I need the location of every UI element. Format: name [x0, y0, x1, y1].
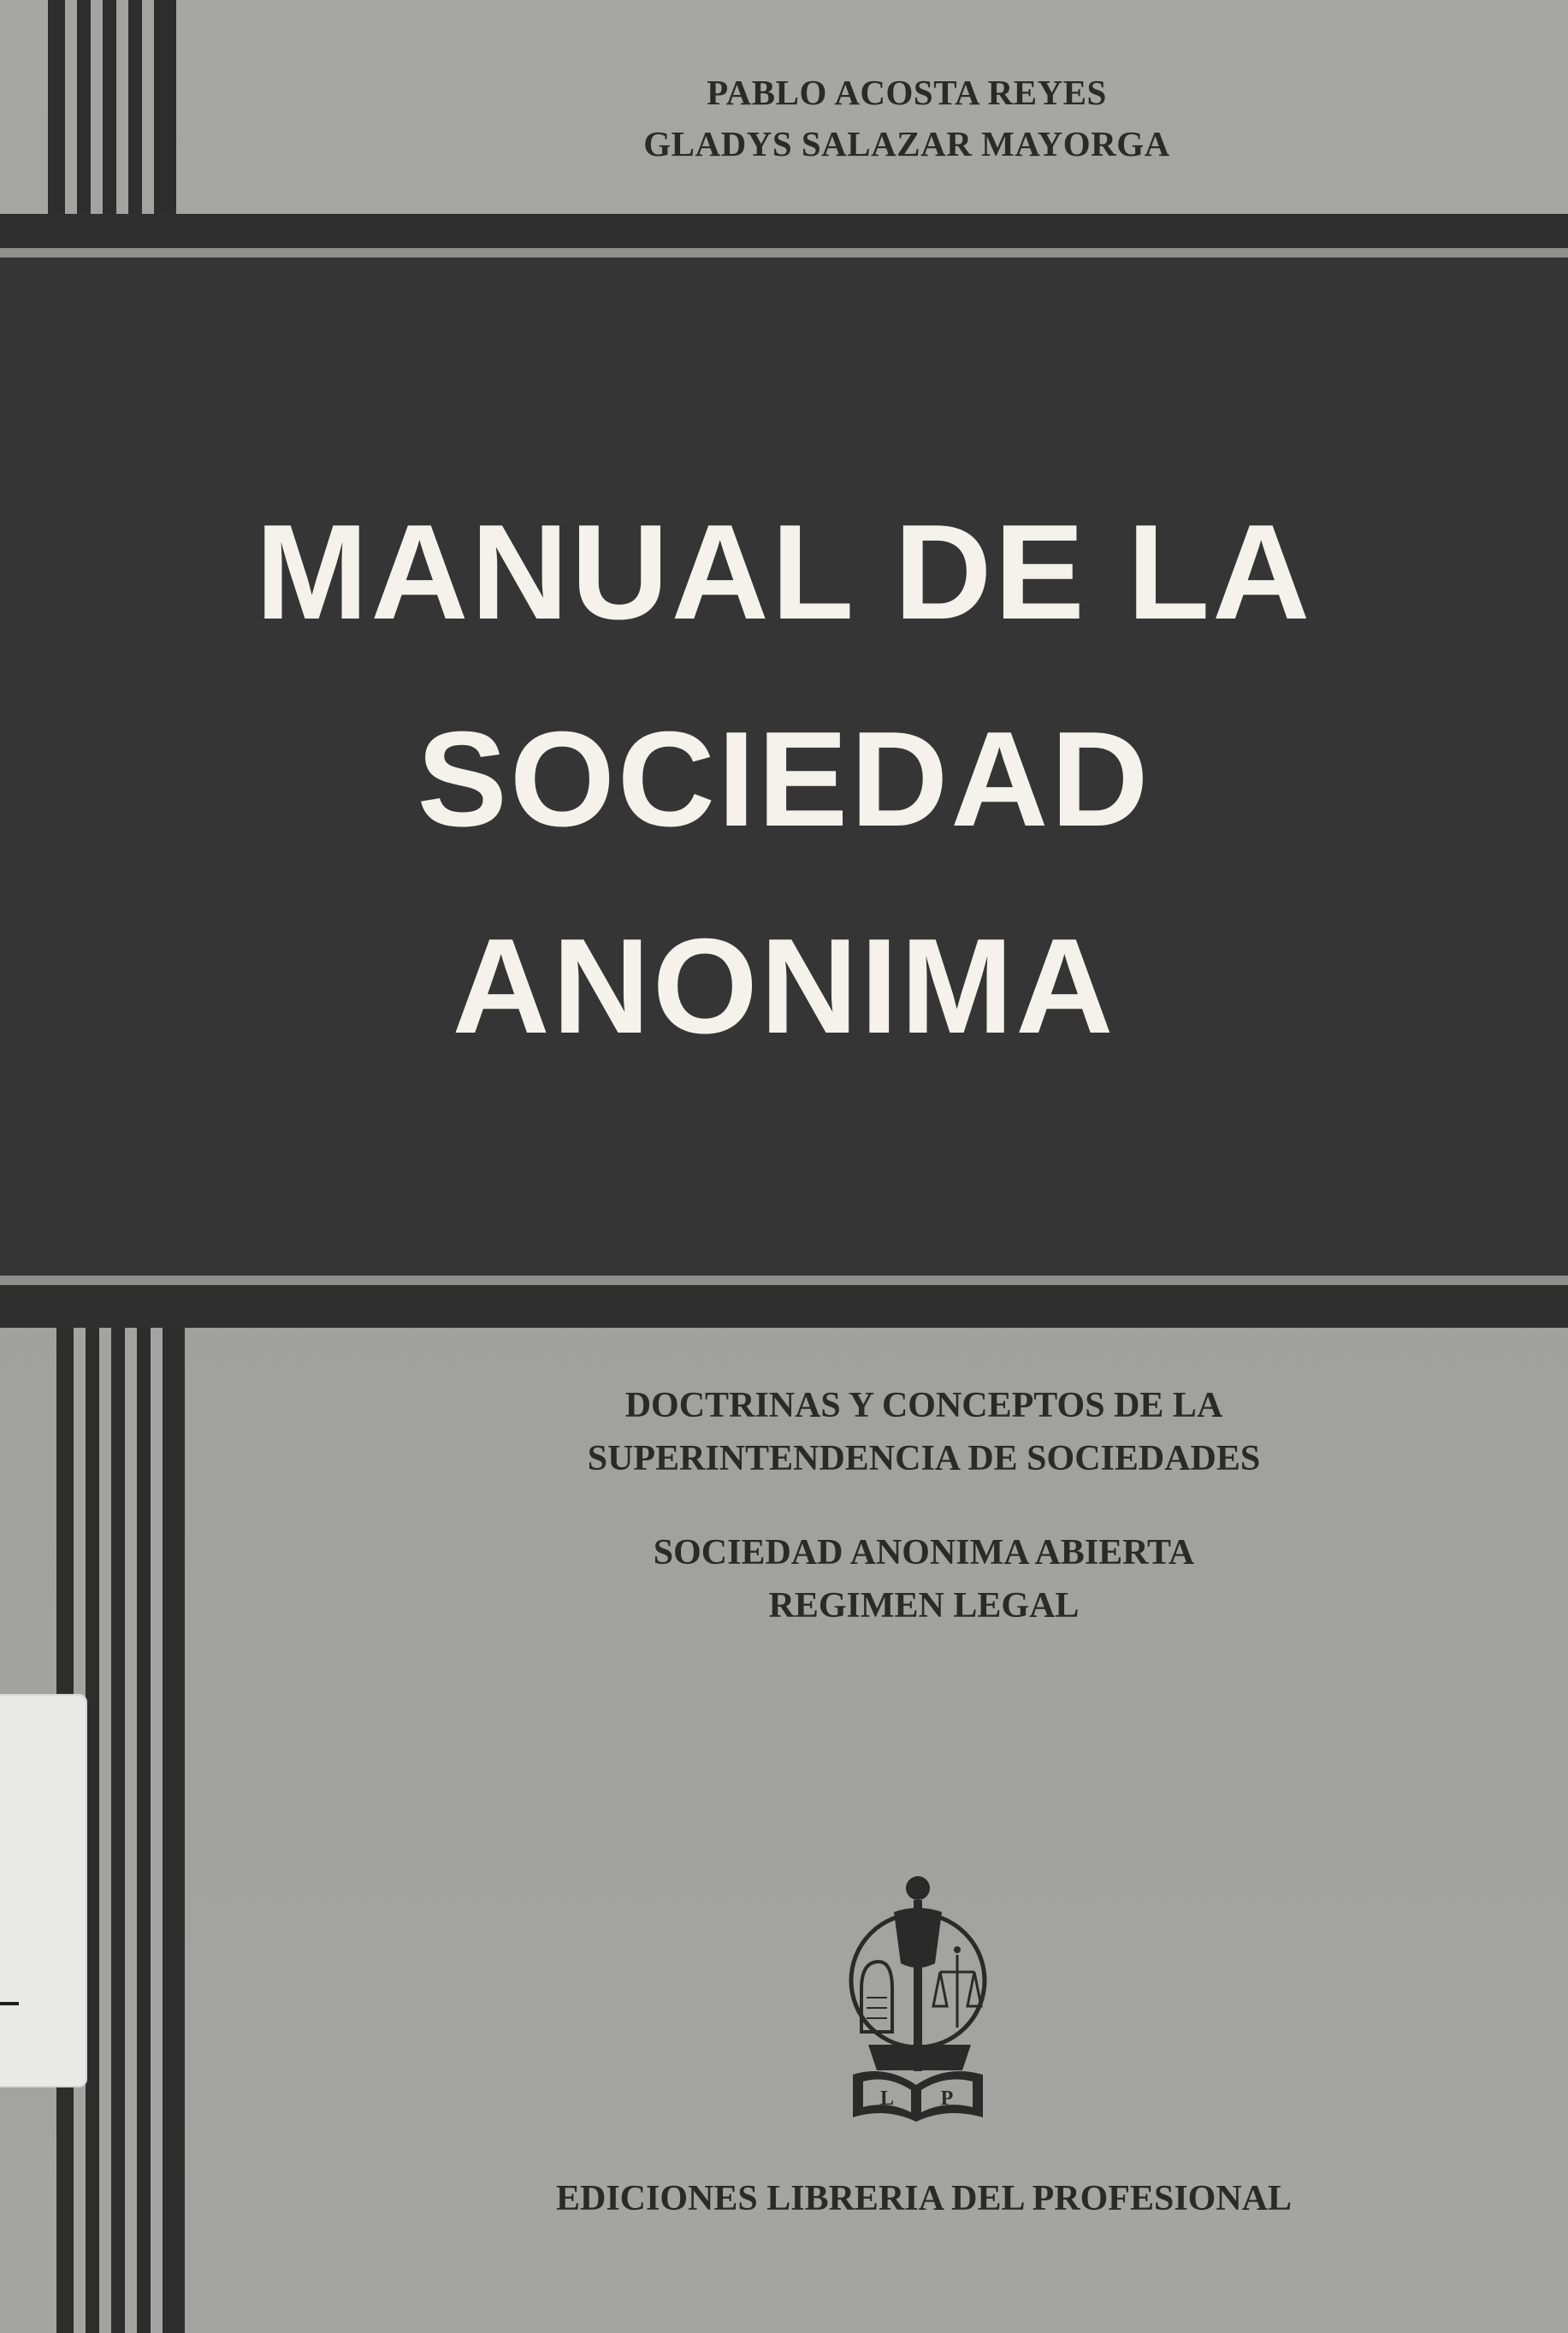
subtitle-line: DOCTRINAS Y CONCEPTOS DE LA	[624, 1386, 1223, 1425]
book-title	[0, 469, 1568, 1090]
publisher-name: EDICIONES LIBRERIA DEL PROFESIONAL	[555, 2179, 1293, 2218]
author-name: PABLO ACOSTA REYES	[707, 73, 1107, 112]
logo-letter: L	[879, 2087, 895, 2110]
subtitle-line: SUPERINTENDENCIA DE SOCIEDADES	[587, 1439, 1261, 1478]
subtitle-block	[479, 1379, 1369, 1673]
library-sticker	[0, 1694, 87, 2087]
sticker-mark	[0, 2002, 19, 2005]
logo-letter: P	[940, 2087, 954, 2110]
publisher-emblem-icon	[834, 1861, 997, 2126]
decorative-stripes-top	[48, 0, 176, 214]
subtitle-group	[479, 1526, 1369, 1632]
title-line: MANUAL DE LA	[255, 497, 1313, 648]
author-list	[530, 67, 1283, 169]
band-top-rule	[0, 248, 1568, 258]
subtitle-line: SOCIEDAD ANONIMA ABIERTA	[653, 1533, 1195, 1572]
title-line: SOCIEDAD	[417, 704, 1151, 855]
subtitle-line: REGIMEN LEGAL	[768, 1586, 1080, 1625]
title-line: ANONIMA	[452, 911, 1116, 1062]
band-top-border	[0, 214, 1568, 248]
subtitle-group	[479, 1379, 1369, 1485]
author-name: GLADYS SALAZAR MAYORGA	[643, 124, 1170, 163]
band-bottom-border	[0, 1285, 1568, 1328]
band-bottom-rule	[0, 1276, 1568, 1285]
